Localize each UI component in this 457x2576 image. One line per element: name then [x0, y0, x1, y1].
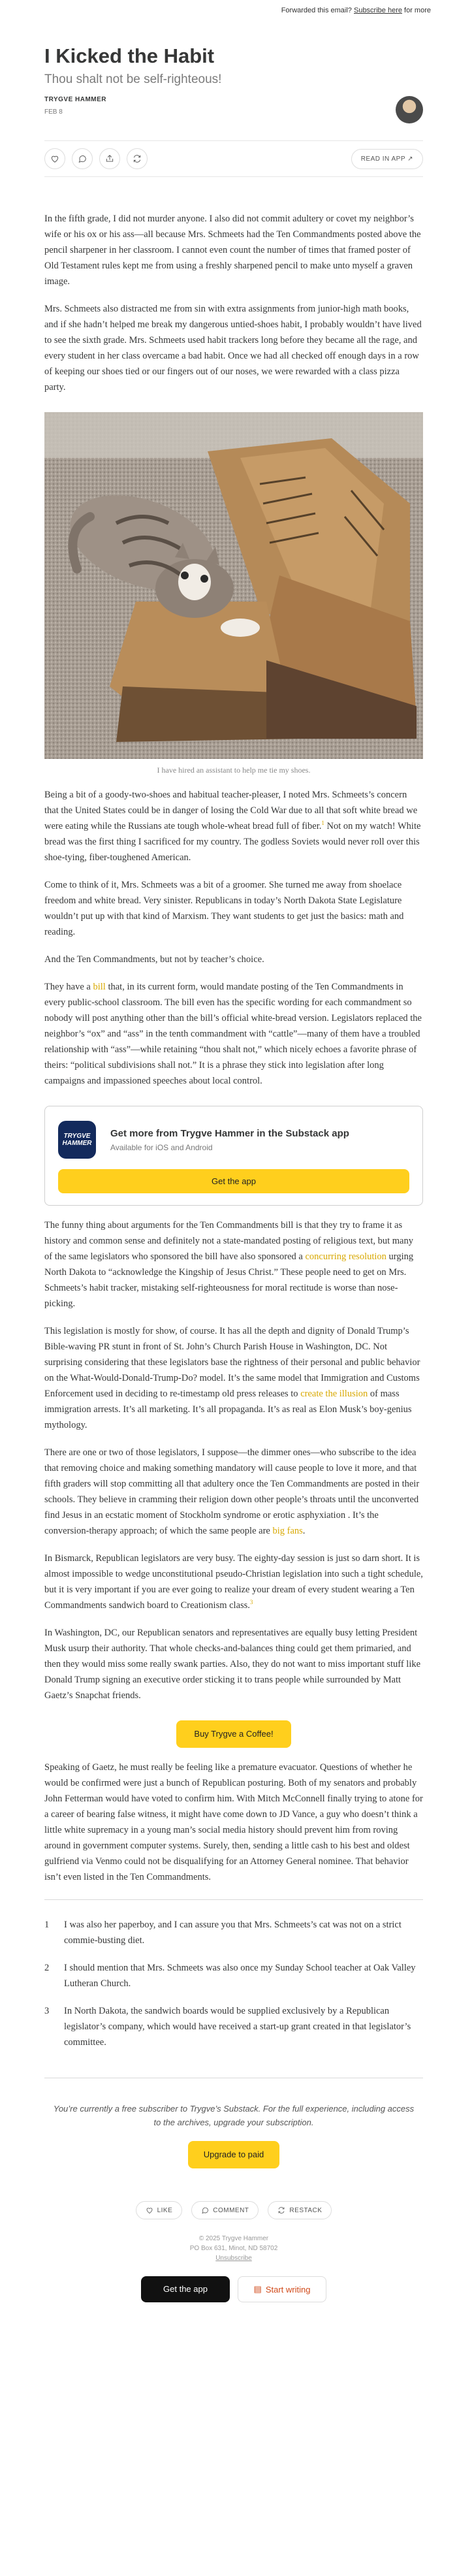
footer-restack-button[interactable] [268, 2201, 332, 2219]
paragraph-text: Not on my watch! White bread was the first thing I sacrificed for my country. The godless Soviets would never roll over this shoe-tying, fiber-toughened American. [44, 821, 421, 863]
paragraph: And the Ten Commandments, but not by teacher’s choice. [44, 954, 264, 965]
paragraph [44, 1323, 423, 1433]
arrow-up-right-icon: ↗ [407, 155, 413, 163]
promo-title: Get more from Trygve Hammer in the Substack app [110, 1127, 349, 1139]
post-date: FEB 8 [44, 108, 63, 116]
heart-icon [50, 154, 59, 163]
footer-address [44, 2234, 423, 2263]
post-body [44, 211, 423, 1885]
unsubscribe-link[interactable]: Unsubscribe [215, 2255, 252, 2262]
like-button[interactable] [44, 148, 65, 169]
footnote-number[interactable]: 2 [44, 1963, 50, 1973]
footnote-text: In North Dakota, the sandwich boards would be supplied exclusively by a Republican legislator’s company, which would have received a start-up grant created in that legislator’s committee. [64, 2006, 411, 2048]
byline [44, 96, 423, 123]
footer-actions [44, 2201, 423, 2219]
paragraph-text: There are one or two of those legislators, I suppose—the dimmer ones—who subscribe to the idea that removing choice and making something mandatory will cause people to love it more, and that fifth graders will stop committing all that adultery once the Ten Commandments are posted in their schools. They believe in cramming their religion down other people’s throats until the unconverted find Jesus in an ecstatic moment of Stockholm syndrome or erotic asphyxiation . It’s the conversion-therapy approach; of which the same people are [44, 1447, 420, 1536]
restack-icon [133, 154, 142, 163]
share-button[interactable] [99, 148, 120, 169]
upgrade-button[interactable]: Upgrade to paid [188, 2141, 279, 2168]
comment-icon [78, 154, 87, 163]
paragraph: Mrs. Schmeets also distracted me from sin with extra assignments from junior-high math books, and if she hadn’t helped me break my dangerous untied-shoes habit, I probably wouldn’t have lived to see the sixth grade. Mrs. Schmeets used habit trackers long before they became all the rage, and every student in her class overcame a bad habit. Once we had all checked off enough days in a row of keeping our shoes tied or our fingers out of our noses, we were rewarded with a class pizza party. [44, 304, 422, 393]
footnote-number[interactable]: 1 [44, 1920, 50, 1930]
paragraph: Come to think of it, Mrs. Schmeets was a bit of a groomer. She turned me away from shoelace freedom and white bread. Very sinister. Republicans in today’s North Dakota State Legislature wouldn’t put up with that kind of Marxism. They want students to get just the basics: math and reading. [44, 880, 404, 937]
footnote-text: I was also her paperboy, and I can assure you that Mrs. Schmeets’s cat was not on a strict commie-busting diet. [64, 1920, 402, 1946]
photo-caption: I have hired an assistant to help me tie my shoes. [157, 765, 311, 775]
get-app-button[interactable]: Get the app [141, 2276, 230, 2302]
buy-coffee-button[interactable]: Buy Trygve a Coffee! [176, 1720, 291, 1748]
paragraph-text: In Bismarck, Republican legislators are very busy. The eighty-day session is just so darn short. It is almost impossible to wedge unconstitutional pseudo-Christian legislation into such a tight schedule, but it is very important if you are ever going to realize your dream of every student wearing a Ten Commandments sandwich board to Creationism class. [44, 1553, 423, 1611]
comment-button[interactable] [72, 148, 93, 169]
comment-icon [201, 2206, 209, 2214]
share-icon [105, 154, 114, 163]
subscribe-link[interactable]: Subscribe here [353, 7, 402, 14]
paragraph-text: . [302, 1526, 306, 1536]
footnote-text: I should mention that Mrs. Schmeets was also once my Sunday School teacher at Oak Valley Lutheran Church. [64, 1963, 416, 1989]
paragraph [44, 1217, 423, 1312]
avatar[interactable] [396, 96, 423, 123]
heart-icon [146, 2206, 153, 2214]
paragraph [44, 787, 423, 865]
paragraph [44, 1445, 423, 1539]
restack-label: RESTACK [289, 2206, 323, 2214]
paragraph: In the fifth grade, I did not murder anyone. I also did not commit adultery or covet my neighbor’s wife or his ox or his ass—all because Mrs. Schmeets had the Ten Commandments posted above the pencil sharpener in her classroom. I cannot even count the number of times that framed poster of Old Testament rules kept me from using a freshly sharpened pencil to make unto myself a graven image. [44, 214, 421, 287]
read-in-app-button[interactable] [351, 149, 423, 169]
post-title[interactable]: I Kicked the Habit [44, 44, 215, 67]
paragraph-text: that, in its current form, would mandate posting of the Ten Commandments in every public-school classroom. The bill even has the specific wording for each commandment so nobody will post anything other than the bill’s official white-bread version. Legislators replaced the neighbor’s “ox” and “ass” in the tenth commandment with “cattle”—many of them have a troubled relationship with “ass”—while retaining “thou shalt not,” which nicely echoes a favorite phrase of theirs: “political subdivisions shall not.” It is a phrase they stick into legislation after long campaigns and impassioned speeches about local control. [44, 982, 422, 1086]
post-actions-bar [44, 140, 423, 177]
free-subscriber-notice: You’re currently a free subscriber to Trygve’s Substack. For the full experience, including access to the archives, upgrade your subscription. [53, 2104, 415, 2127]
author-name[interactable]: TRYGVE HAMMER [44, 96, 107, 103]
footnote-item [44, 2003, 423, 2050]
paragraph: In Washington, DC, our Republican senators and representatives are equally busy letting President Musk usurp their authority. That whole checks-and-balances thing could get them primaried, and then they would miss some really swank parties. Also, they do not want to miss important stuff like Donald Trump signing an executive order sticking it to trans people while surrounded by Matt Gaetz’s Snapchat friends. [44, 1628, 421, 1701]
paragraph-text: They have a [44, 982, 93, 992]
mailing-address: PO Box 631, Minot, ND 58702 [189, 2245, 278, 2252]
paragraph-text: The funny thing about arguments for the Ten Commandments bill is that they try to frame it as history and common sense and definitely not a state-mandated posting of religious text, but many of the same legislators who sponsored the bill have also sponsored a [44, 1220, 413, 1262]
paragraph-text: This legislation is mostly for show, of course. It has all the depth and dignity of Donald Trump’s Bible-waving PR stunt in front of St. John’s Church Parish House in Washington, DC. Not surprising considering that these legislators base the rightness of their personal and public behavior on the What-Would-Donald-Trump-Do? model. It’s the same model that Immigration and Customs Enforcement used in deciding to re-timestamp old press releases to [44, 1326, 420, 1399]
big-fans-link[interactable]: big fans [272, 1526, 303, 1536]
start-writing-button[interactable] [238, 2276, 326, 2302]
forward-suffix: for more [402, 7, 431, 14]
start-writing-label: Start writing [265, 2284, 311, 2294]
create-the-illusion-link[interactable]: create the illusion [300, 1389, 368, 1399]
footer-like-button[interactable] [136, 2201, 183, 2219]
footnote-item [44, 1917, 423, 1948]
comment-label: COMMENT [213, 2206, 249, 2214]
read-in-app-label: READ IN APP [360, 155, 405, 163]
substack-icon: ▤ [253, 2284, 262, 2294]
concurring-resolution-link[interactable]: concurring resolution [305, 1251, 386, 1262]
forward-banner [0, 0, 457, 16]
restack-icon [277, 2206, 285, 2214]
paragraph [44, 979, 423, 1089]
paragraph-text: Being a bit of a goody-two-shoes and habitual teacher-pleaser, I noted Mrs. Schmeets’s concern that the United States could be in danger of losing the Cold War due to all that soft white bread we were eating while the Russians ate tough whole-wheat bread full of fiber. [44, 790, 418, 831]
boots-cat-illustration [44, 412, 423, 759]
paragraph-text: of mass immigration arrests. It’s all marketing. It’s all propaganda. It’s as real as Elon Musk’s boy-genius mythology. [44, 1389, 412, 1430]
substack-app-promo [44, 1106, 423, 1206]
like-label: LIKE [157, 2206, 173, 2214]
footnote-link-1[interactable]: 1 [321, 820, 324, 827]
footer-comment-button[interactable] [191, 2201, 259, 2219]
get-app-promo-button[interactable]: Get the app [58, 1169, 409, 1193]
promo-subtitle: Available for iOS and Android [110, 1142, 213, 1152]
paragraph: Speaking of Gaetz, he must really be feeling like a premature evacuator. Questions of whether he would be confirmed were just a bunch of Republican posturing. Both of my senators and probably John Fetterman would have voted to confirm him. With Mitch McConnell finally trying to atone for a career of bearing false witness, it might have come down to JD Vance, a guy who doesn’t think a little white supremacy in a young man’s social media history should prevent him from roving around in government computer systems. Surely, then, sending a little cash to his best and oldest gulfriend via Venmo could not be disqualifying for an Attorney General nominee. That behavior isn’t even listed in the Ten Commandments. [44, 1762, 423, 1882]
footnotes [44, 1899, 423, 2050]
app-logo: TRYGVE HAMMER [58, 1121, 96, 1159]
forward-text: Forwarded this email? [281, 7, 354, 14]
footnote-item [44, 1960, 423, 1991]
paragraph-text: urging North Dakota to “acknowledge the Kingship of Jesus Christ.” These people need to get on Mrs. Schmeets’s habit tracker, mistaking self-righteousness for moral rectitude is worse than nose-picking. [44, 1251, 414, 1309]
restack-button[interactable] [127, 148, 148, 169]
footer-cta [44, 2276, 423, 2302]
bill-link[interactable]: bill [93, 982, 106, 992]
post-subtitle: Thou shalt not be self-righteous! [44, 72, 222, 86]
boots-cat-photo[interactable] [44, 412, 423, 759]
paragraph [44, 1551, 423, 1613]
footnote-link-3[interactable]: 3 [249, 1599, 253, 1606]
footnote-number[interactable]: 3 [44, 2006, 50, 2016]
copyright: © 2025 Trygve Hammer [198, 2235, 269, 2242]
